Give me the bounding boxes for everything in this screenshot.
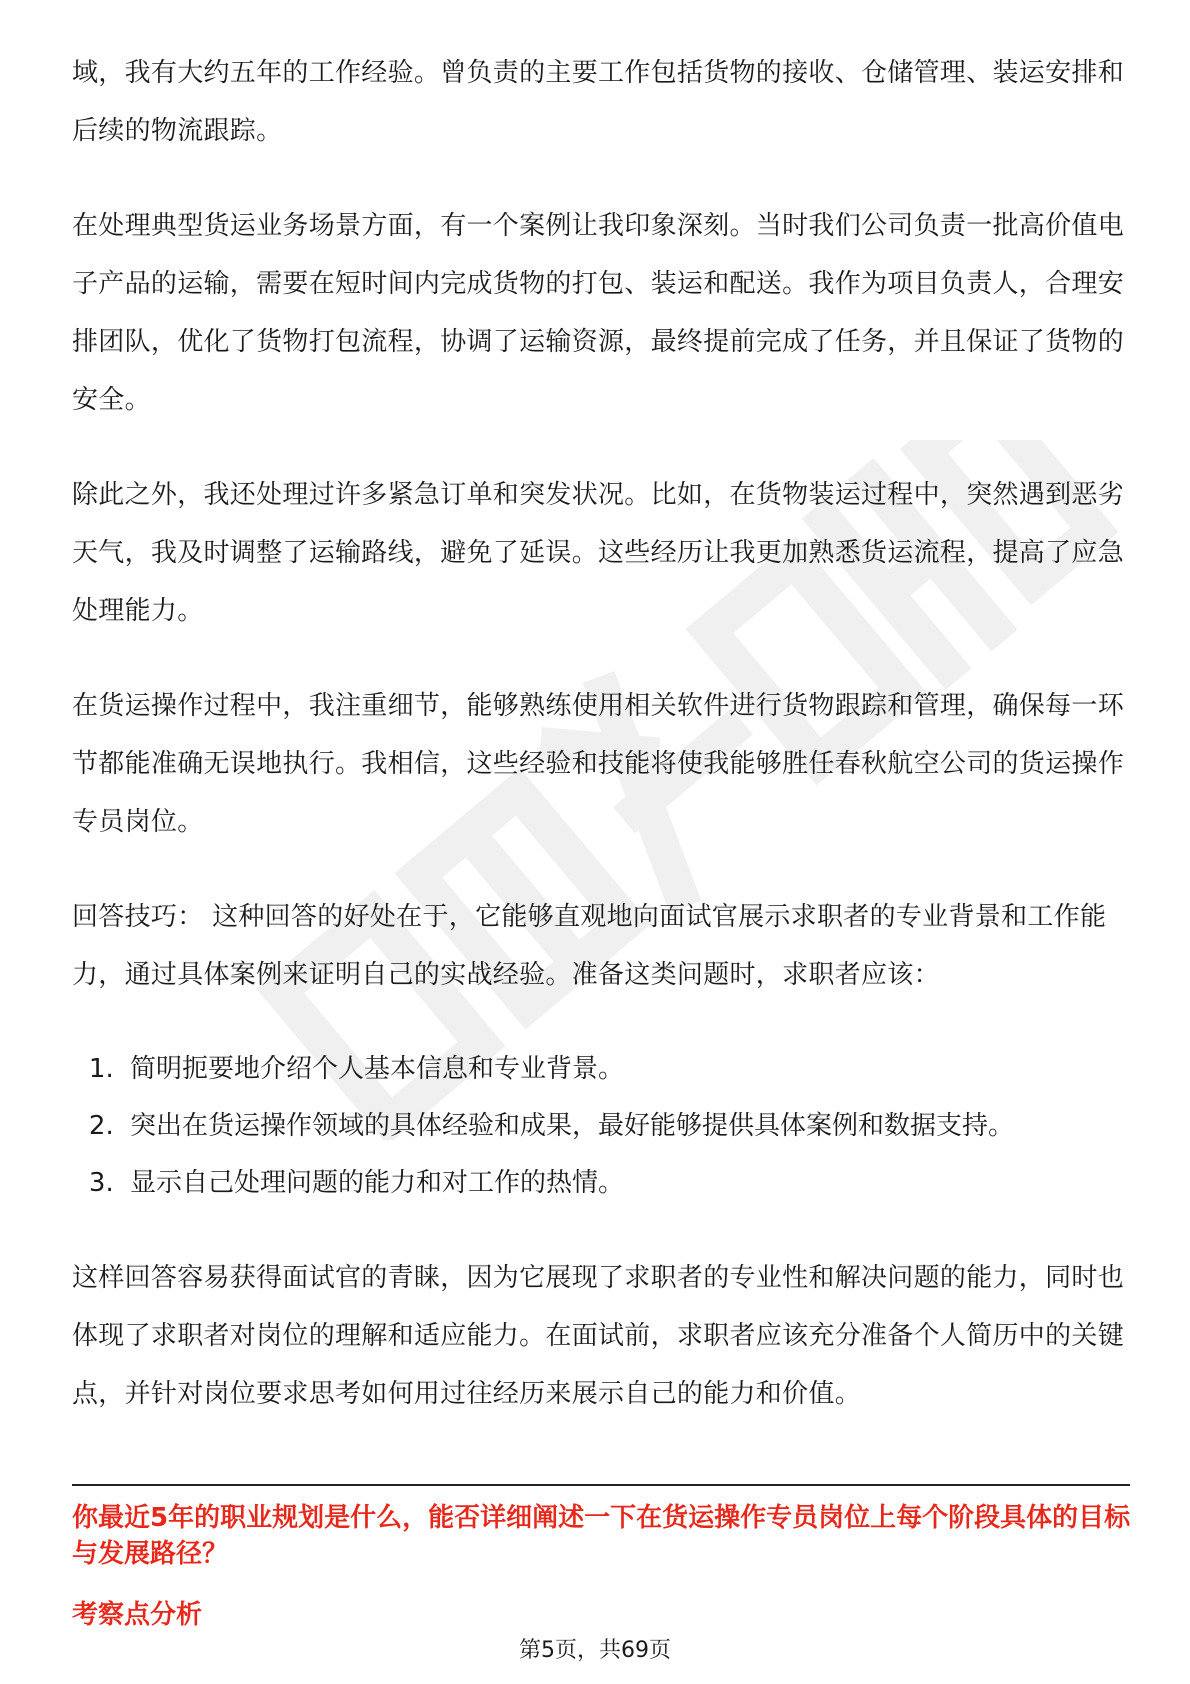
paragraph-attention-to-detail: 在货运操作过程中，我注重细节，能够熟练使用相关软件进行货物跟踪和管理，确保每一环节都能准确无误地执行。我相信，这些经验和技能将使我能够胜任春秋航空公司的货运操作专员岗位。 [72,691,1125,837]
list-item: 2. 突出在货运操作领域的具体经验和成果，最好能够提供具体案例和数据支持。 [122,1098,1132,1155]
analysis-section-heading: 考察点分析 [72,1600,203,1630]
list-item: 3. 显示自己处理问题的能力和对工作的热情。 [122,1155,1132,1212]
list-item: 1. 简明扼要地介绍个人基本信息和专业背景。 [122,1041,1132,1098]
section-divider [72,1484,1130,1486]
paragraph-answer-tips: 回答技巧： 这种回答的好处在于，它能够直观地向面试官展示求职者的专业背景和工作能力，通过具体案例来证明自己的实战经验。准备这类问题时，求职者应该： [72,902,1107,990]
paragraph-case-study: 在处理典型货运业务场景方面，有一个案例让我印象深刻。当时我们公司负责一批高价值电子产品的运输，需要在短时间内完成货物的打包、装运和配送。我作为项目负责人，合理安排团队，优化了货物打包流程，协调了运输资源，最终提前完成了任务，并且保证了货物的安全。 [72,211,1125,415]
main-content [72,44,1132,1460]
paragraph-experience: 域，我有大约五年的工作经验。曾负责的主要工作包括货物的接收、仓储管理、装运安排和后续的物流跟踪。 [72,58,1125,146]
tips-list [72,1041,1132,1212]
paragraph-closing: 这样回答容易获得面试官的青睐，因为它展现了求职者的专业性和解决问题的能力，同时也体现了求职者对岗位的理解和适应能力。在面试前，求职者应该充分准备个人简历中的关键点，并针对岗位要求思考如何用过往经历来展示自己的能力和价值。 [72,1263,1125,1409]
paragraph-emergency-handling: 除此之外，我还处理过许多紧急订单和突发状况。比如，在货物装运过程中，突然遇到恶劣天气，我及时调整了运输路线，避免了延误。这些经历让我更加熟悉货运流程，提高了应急处理能力。 [72,480,1125,626]
page-number-footer: 第5页，共69页 [519,1638,671,1663]
next-question-heading: 你最近5年的职业规划是什么，能否详细阐述一下在货运操作专员岗位上每个阶段具体的目标与发展路径？ [72,1503,1131,1569]
